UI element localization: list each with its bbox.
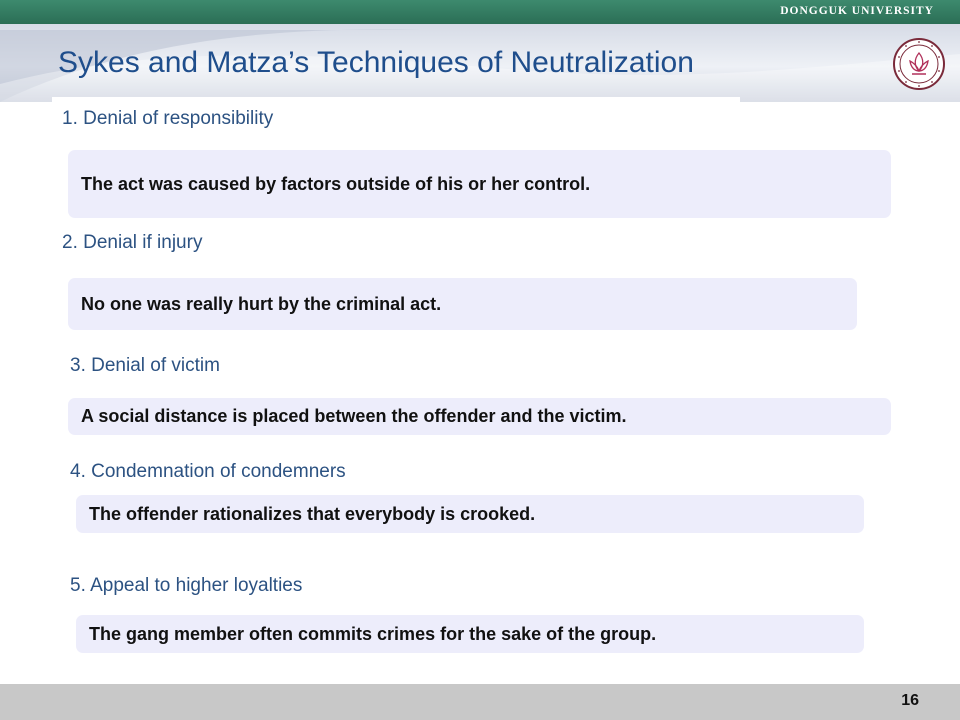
page-number: 16 — [901, 692, 919, 709]
technique-5-heading: 5. Appeal to higher loyalties — [70, 575, 303, 596]
technique-1-description-box — [68, 150, 891, 218]
header-edge-divider — [52, 97, 740, 102]
technique-3-heading: 3. Denial of victim — [70, 355, 220, 376]
technique-4-description-box — [76, 495, 864, 533]
technique-5-description-box — [76, 615, 864, 653]
technique-2-description: No one was really hurt by the criminal act. — [81, 293, 442, 314]
technique-3-description-box — [68, 398, 891, 435]
slide-header — [0, 24, 960, 102]
technique-4-description: The offender rationalizes that everybody is crooked. — [89, 503, 536, 524]
university-name: DONGGUK UNIVERSITY — [780, 5, 934, 17]
slide-footer — [0, 684, 960, 720]
technique-4-heading: 4. Condemnation of condemners — [70, 461, 346, 482]
technique-1-heading: 1. Denial of responsibility — [62, 108, 274, 129]
slide-title: Sykes and Matza’s Techniques of Neutralization — [58, 46, 694, 79]
technique-1-description: The act was caused by factors outside of his or her control. — [81, 173, 591, 194]
technique-3-description: A social distance is placed between the offender and the victim. — [81, 406, 627, 426]
top-brand-strip — [0, 0, 960, 24]
university-seal-icon — [892, 37, 946, 91]
technique-2-heading: 2. Denial if injury — [62, 232, 203, 253]
technique-5-description: The gang member often commits crimes for the sake of the group. — [89, 623, 657, 644]
technique-2-description-box — [68, 278, 857, 330]
